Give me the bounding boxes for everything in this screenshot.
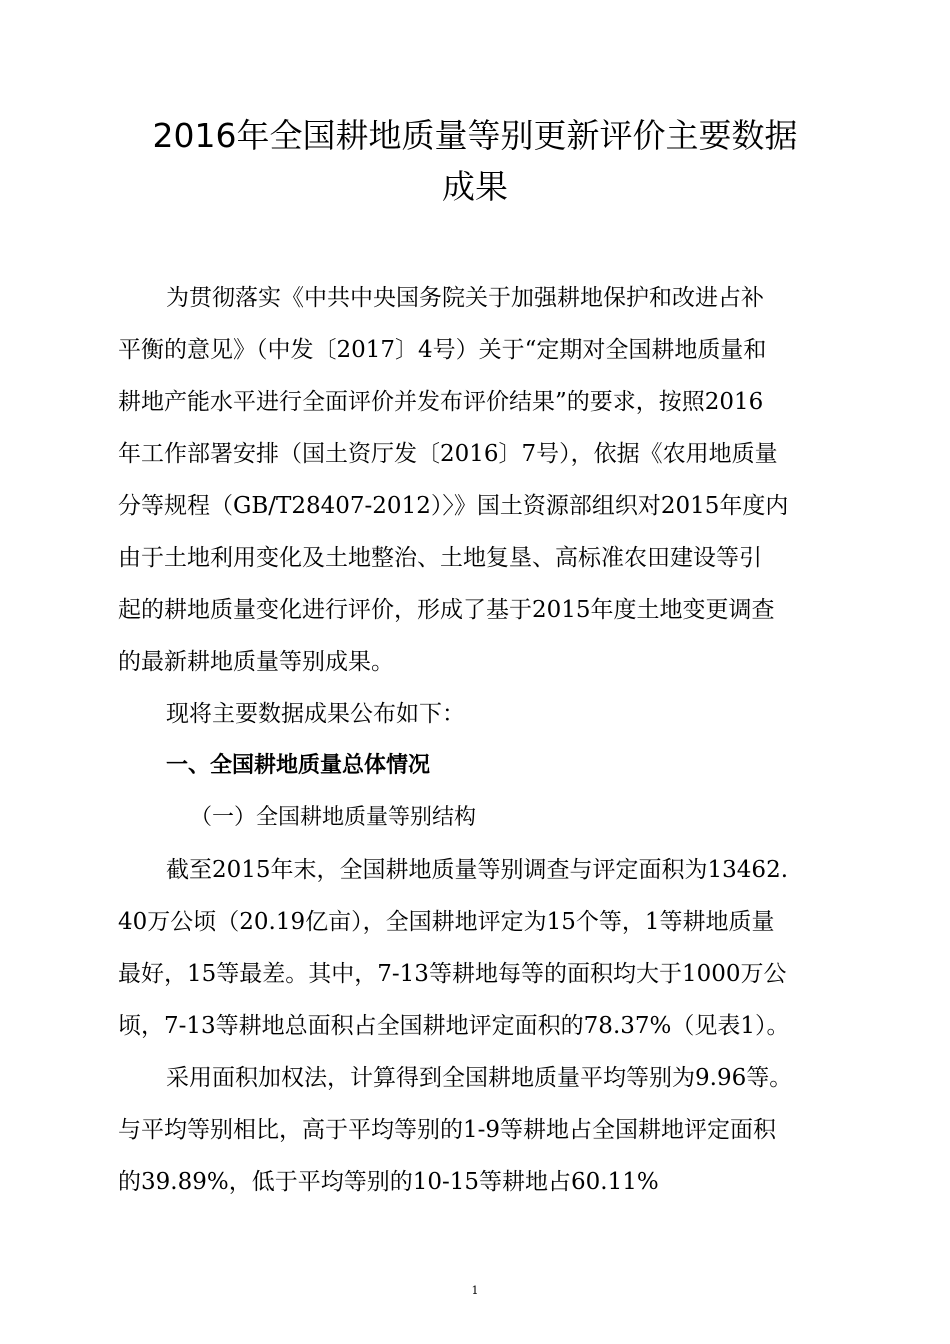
paragraph-line: 顷，7-13等耕地总面积占全国耕地评定面积的78.37%（见表1）。 [118, 1013, 790, 1039]
title-line-1: 2016年全国耕地质量等别更新评价主要数据 [152, 116, 798, 155]
paragraph-line: 最好，15等最差。其中，7-13等耕地每等的面积均大于1000万公 [118, 961, 787, 987]
document-title [110, 110, 840, 212]
section-heading: 一、全国耕地质量总体情况 [166, 753, 431, 778]
paragraph-line: 耕地产能水平进行全面评价并发布评价结果”的要求，按照2016 [118, 389, 764, 415]
subsection-heading: （一）全国耕地质量等别结构 [190, 805, 477, 830]
paragraph-line: 为贯彻落实《中共中央国务院关于加强耕地保护和改进占补 [166, 285, 764, 311]
paragraph-line: 起的耕地质量变化进行评价，形成了基于2015年度土地变更调查 [118, 597, 775, 623]
title-line-2: 成果 [442, 167, 508, 206]
intro-paragraph [118, 272, 836, 1208]
announcement-line: 现将主要数据成果公布如下： [166, 701, 465, 727]
paragraph-line: 由于土地利用变化及土地整治、土地复垦、高标准农田建设等引 [118, 545, 762, 571]
paragraph-line: 40万公顷（20.19亿亩），全国耕地评定为15个等，1等耕地质量 [118, 909, 775, 935]
paragraph-line: 年工作部署安排（国土资厅发〔2016〕7号），依据《农用地质量 [118, 441, 778, 467]
paragraph-line: 的39.89%，低于平均等别的10-15等耕地占60.11% [118, 1169, 659, 1195]
page-number: 1 [471, 1284, 479, 1297]
paragraph-line: 采用面积加权法，计算得到全国耕地质量平均等别为9.96等。 [166, 1065, 793, 1091]
paragraph-line: 的最新耕地质量等别成果。 [118, 649, 394, 675]
paragraph-line: 截至2015年末，全国耕地质量等别调查与评定面积为13462. [166, 857, 789, 883]
paragraph-line: 与平均等别相比，高于平均等别的1-9等耕地占全国耕地评定面积 [118, 1117, 777, 1143]
paragraph-line: 分等规程（GB/T28407-2012）〉》国土资源部组织对2015年度内 [118, 493, 789, 519]
paragraph-line: 平衡的意见》（中发〔2017〕4号）关于“定期对全国耕地质量和 [118, 337, 767, 363]
